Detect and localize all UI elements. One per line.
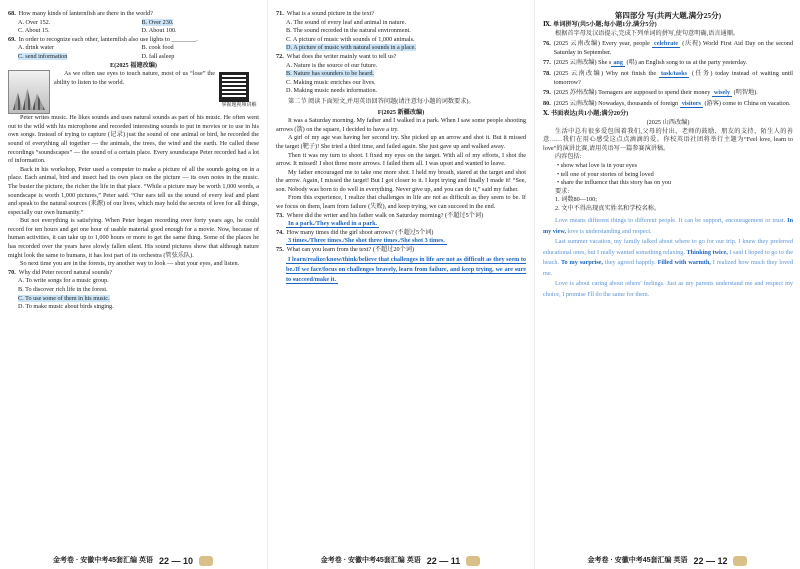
qr-caption: 掌握题视频讲解	[221, 103, 257, 109]
option-c: C. A picture of music with sounds of 1,000 animals.	[286, 35, 415, 43]
question-number: 76.	[543, 40, 551, 48]
option-c-answer	[18, 53, 136, 62]
question-74	[276, 229, 526, 238]
question-text-end: (明智地).	[733, 89, 758, 97]
question-number: 74.	[276, 228, 284, 236]
question-number: 69.	[8, 35, 16, 43]
question-text: What does the writer mainly want to tell us?	[286, 52, 397, 60]
question-77	[543, 59, 793, 68]
badge-icon	[199, 556, 213, 566]
essay-text: they agreed happily.	[604, 259, 656, 267]
option-a: A. The sound of every leaf and animal in nature.	[286, 18, 406, 26]
page-number: 22 — 12	[693, 555, 728, 566]
options-69	[8, 44, 259, 61]
answer-highlight: B. Over 230.	[141, 18, 174, 26]
passage-f-paragraph-4: My father encouraged me to take one more shot. I held my breath, stared at the target and shot the arrow. Again, I missed the target! But I got closer to it. I kept trying and finally I made it! “See, son. Nobody was born to do well in everything. Never give up, and you can do it,” said my father.	[276, 168, 526, 193]
model-essay-paragraph-1	[543, 216, 793, 237]
question-68	[8, 10, 259, 19]
option-d: D. fall asleep	[141, 52, 175, 60]
essay-text: I realized how much they loved me.	[543, 259, 793, 277]
question-78	[543, 70, 793, 87]
answer-highlight: B. Nature has sounders to be heard.	[286, 70, 374, 78]
part-2-instructions: 第二节 阅读下面短文,并用英语回答问题(请注意每小题的词数要求)。	[288, 97, 475, 105]
question-text-end: (庆祝) World First Aid Day on the second Saturday in September.	[553, 40, 793, 56]
question-text-end: (游客) come to China on vacation.	[704, 99, 791, 107]
requirements-title: 要求:	[555, 187, 570, 195]
passage-f-paragraph-1: It was a Saturday morning. My father and I walked in a park. When I saw some people shooting arrows (箭) on the square, I decided to have a try.	[276, 117, 526, 133]
answer-highlight: C. To use some of them in his music.	[18, 294, 110, 302]
essay-text: Love means different things to different people. It can be support, encouragement or trust.	[555, 217, 786, 225]
question-number: 79.	[543, 89, 551, 97]
question-body	[554, 89, 758, 98]
section-9-instructions: 根据首字母及汉语提示,完成下列单词的拼写,使句意明确,语言通顺。	[555, 29, 740, 37]
page-number: 22 — 10	[158, 555, 193, 566]
model-essay-paragraph-2	[543, 237, 793, 279]
option-b: B. The sound recorded in the natural environment.	[286, 27, 411, 35]
answer-73	[276, 220, 526, 229]
question-number: 68.	[8, 10, 16, 17]
page-22-10	[0, 0, 266, 569]
option-d-answer	[276, 44, 526, 53]
answer-text: celebrate	[653, 40, 679, 48]
question-text: (2025 云南改编) Why not finish the	[553, 69, 657, 77]
question-text: Why did Peter record natural sounds?	[18, 268, 113, 276]
passage-f-paragraph-5: From this experience, I realize that challenges in life are not as difficult as they seem to be. If we focus on them, learn from failure (失败), and keep trying, we can succeed in the end.	[276, 194, 526, 211]
passage-f-paragraph-3: Then it was my turn to shoot. I fixed my eyes on the target. With all of my efforts, I shot the arrow. It missed! I shot three more arrows. I failed them all. I was upset and wanted to leave.	[276, 151, 526, 168]
passage-e-paragraph-4: But not everything is satisfying. When Peter began recording over forty years ago, he could record for ten hours and get one hour of usable material good enough for a movie. Now, because of human activities, it can take up to 1,000 hours or more to get the same thing. Some of the places he has recorded over the years have slowly fallen silent. His sound pictures show that although nature might look the same to humans, it has lost part of its orchestra (管弦乐队).	[8, 217, 259, 259]
question-number: 71.	[276, 10, 284, 17]
answer-74	[276, 237, 526, 246]
section-9-heading: Ⅸ. 单词拼写(共5小题;每小题1分,满分5分)	[543, 21, 657, 28]
question-text: In order to recognize each other, lanternfish also use lights to ________.	[18, 35, 198, 43]
passage-e-paragraph-3: Back in his workshop, Peter used a computer to make a picture of all the sounds going on in a place. Each animal, bird and insect had its own place on the picture — its own notes in the music. The busier the picture, the richer the life in that place. “While a picture may be worth 1,000 words, a soundscape is worth 1,000 pictures,” Peter said. “Our ears tell us the sound of every leaf and plant and speak to the natural sources (来源) of our lives, which may hold the secrets of love for all things, especially our own humanity.”	[8, 165, 259, 216]
options-68	[8, 19, 259, 36]
question-number: 70.	[8, 268, 16, 276]
answer-text: 3 times./Three times./She shot three times./She shot 3 times.	[288, 237, 445, 245]
section-f-heading: F(2025 新疆改编)	[377, 108, 425, 116]
question-text-end: (任务) today instead of waiting until tomorrow?	[553, 69, 793, 86]
qr-code-icon[interactable]	[219, 72, 249, 102]
question-text: What is a sound picture in the text?	[286, 10, 375, 17]
answer-text: visitors	[681, 99, 701, 107]
question-text: (2025 苏州改编) Teenagers are supposed to spend their money	[553, 89, 711, 97]
essay-highlight: To my surprise,	[560, 259, 603, 267]
page-number: 22 — 11	[426, 555, 461, 566]
section-10-source: (2025 山西改编)	[646, 118, 690, 126]
question-69	[8, 36, 259, 45]
badge-icon	[733, 556, 747, 566]
requirement-1: 1. 词数80—100;	[555, 196, 597, 204]
option-c-answer	[8, 295, 259, 304]
essay-text: love is understanding and respect.	[567, 227, 652, 235]
answer-highlight: C. send information	[18, 52, 68, 60]
passage-f-paragraph-2: A girl of my age was having her second try. She picked up an arrow and shot it. But it missed the target (靶子)! She tried a third time, and failed again. She just gave up and walked away.	[276, 134, 526, 150]
question-79	[543, 89, 793, 98]
model-essay-paragraph-3: Love is about caring about others' feelings. Just as my parents understand me and respect my choice, I promise I'll do the same for them.	[543, 280, 793, 298]
question-text: (2025 云南改编) Every year, people	[553, 40, 650, 48]
answer-text: task/tasks	[660, 69, 688, 77]
option-b-answer	[142, 19, 260, 28]
content-title: 内容包括:	[555, 153, 582, 161]
option-a: A. drink water	[18, 44, 54, 52]
essay-text: Last summer vacation, my family talked about where to go for our trip. I knew they preferred educational ones, but I really wanted something relaxing.	[543, 238, 793, 256]
option-d: D. Making music needs information.	[286, 87, 378, 95]
passage-e-paragraph-5: So next time you are in the forests, try another way to look — shut your eyes, and listen.	[20, 260, 240, 268]
question-72	[276, 53, 526, 62]
option-c: C. Making music enriches our lives.	[286, 78, 376, 86]
footer-title: 金考卷 · 安徽中考45套汇编 英语	[587, 556, 688, 564]
question-text: How many kinds of lanternfish are there in the world?	[18, 10, 153, 17]
question-80	[543, 100, 793, 109]
content-bullet-1: • show what love is in your eyes	[557, 161, 638, 169]
page-footer	[268, 556, 533, 566]
question-70	[8, 269, 259, 278]
option-b: B. To discover rich life in the forest.	[18, 286, 108, 294]
question-number: 75.	[276, 246, 284, 254]
requirement-2: 2. 文中不得出现真实姓名和学校名称。	[555, 204, 661, 212]
essay-text: I said I hoped to go to the beach.	[543, 248, 794, 267]
section-e-heading: E(2025 福建改编)	[110, 61, 157, 69]
option-a: A. Over 152.	[18, 18, 51, 26]
question-number: 77.	[543, 59, 551, 67]
answer-text: I learn/realize/know/think/believe that challenges in life are not as difficult as they seem to be./If we face/focus on challenges bravely, learn from failure, and keep trying, we are sure to succeed/make it.	[286, 255, 526, 283]
content-bullet-2: • tell one of your stories of being loved	[557, 170, 654, 178]
question-number: 73.	[276, 211, 284, 219]
essay-highlight: In my view,	[543, 217, 794, 235]
question-text: (2025 云南改编) Nowadays, thousands of foreign	[553, 99, 679, 107]
question-75	[276, 246, 526, 255]
question-76	[543, 40, 793, 57]
question-number: 78.	[543, 69, 551, 77]
question-text: How many times did the girl shoot arrows? (不超过5个词)	[286, 228, 434, 236]
section-10-heading: Ⅹ. 书面表达(共1小题;满分20分)	[543, 110, 629, 118]
passage-e-paragraph-1: As we often use eyes to touch nature, most of us “lose” the ability to listen to the world.	[54, 70, 215, 86]
question-71	[276, 10, 526, 19]
answer-highlight: D. A picture of music with natural sounds in a place.	[286, 44, 416, 52]
option-b: B. cook food	[141, 44, 174, 52]
passage-e-paragraph-2: Peter writes music. He likes sounds and uses natural sounds as part of his music. He often went out to the wild with his microphone and recorded interesting sounds to put in movies or to use in his own songs. Instead of trying to capture (记录) just the sound of one animal or bird, he recorded the sound of everything all together — the animals, the trees, the wind and the earth. He called these recordings “soundscapes” — the sound of a certain place. Every soundscape Peter recorded had a lot of information.	[8, 114, 259, 165]
question-text: What can you learn from the text? (不超过20个词)	[286, 246, 415, 254]
question-body	[554, 59, 747, 68]
question-text-end: (唱) an English song to us at the party yesterday.	[626, 59, 748, 67]
question-number: 80.	[543, 99, 551, 107]
footer-title: 金考卷 · 安徽中考45套汇编 英语	[320, 556, 421, 564]
page-22-11	[267, 0, 533, 569]
answer-75	[276, 255, 526, 285]
answer-text: wisely	[713, 89, 731, 97]
option-d: D. About 100.	[141, 27, 177, 35]
page-footer	[0, 556, 266, 566]
question-number: 72.	[276, 52, 284, 60]
essay-highlight: Thinking twice,	[686, 248, 728, 256]
question-body	[554, 40, 793, 57]
content-bullet-3: • share the influence that this story has on you	[557, 179, 672, 187]
page-22-12	[534, 0, 800, 569]
footer-title: 金考卷 · 安徽中考45套汇编 英语	[53, 556, 153, 564]
option-a: A. To write songs for a music group.	[18, 277, 109, 285]
question-body	[554, 70, 793, 87]
option-b-answer	[276, 70, 526, 79]
essay-highlight: Filled with warmth,	[657, 259, 711, 267]
passage-e-intro	[8, 70, 259, 114]
option-a: A. Nature is the source of our future.	[286, 61, 378, 69]
badge-icon	[466, 556, 480, 566]
question-text: Where did the writer and his father walk on Saturday morning? (不超过5个词)	[286, 211, 484, 219]
option-d: D. To make music about birds singing.	[18, 303, 114, 311]
answer-text: ang	[613, 59, 623, 67]
part-4-heading: 第四部分 写(共两大题,满分25分)	[614, 11, 722, 20]
answer-text: In a park./They walked in a park.	[288, 220, 378, 228]
question-body	[554, 100, 791, 109]
page-footer	[535, 556, 800, 566]
section-10-prompt: 生活中总有很多爱包围着我们,父母的付出、老师的鼓励、朋友的支持、陌生人的善意……我们在用心感受这点点滴滴的爱。你校英语社团将举行主题为“Feel love, learn to love”的演讲比赛,请用英语写一篇参赛演讲稿。	[543, 127, 793, 152]
qr-block[interactable]	[219, 70, 259, 114]
option-c: C. About 15.	[18, 27, 50, 35]
forest-illustration	[8, 70, 50, 114]
question-73	[276, 212, 526, 221]
question-text: (2025 云南改编) She s	[553, 59, 612, 67]
